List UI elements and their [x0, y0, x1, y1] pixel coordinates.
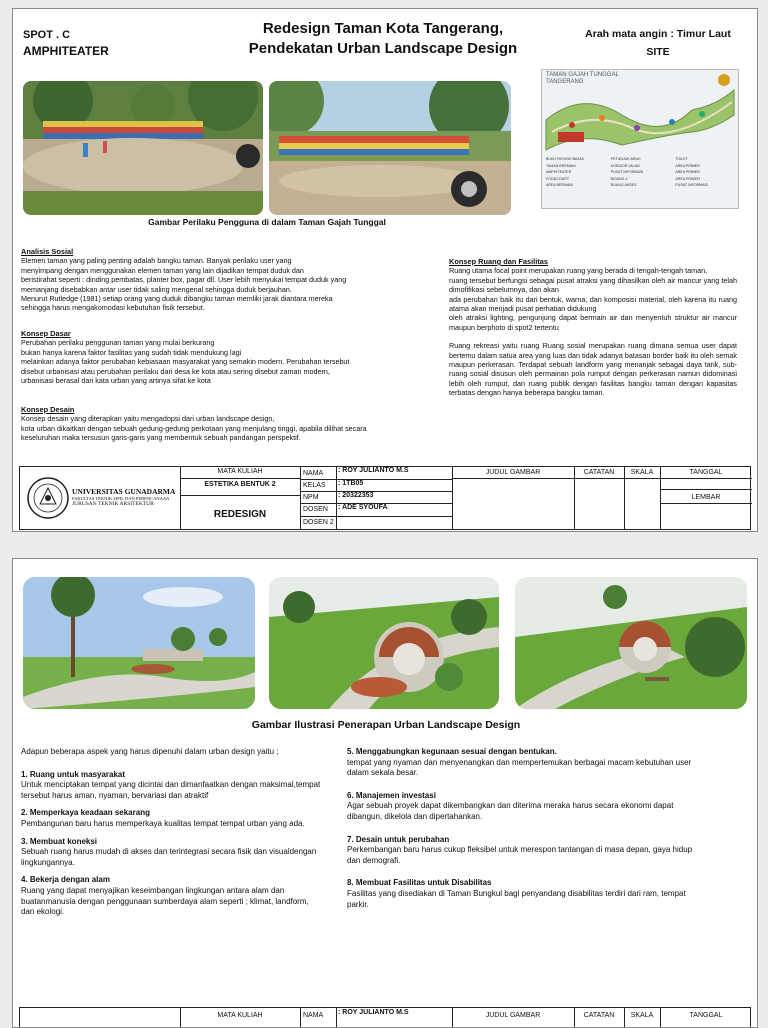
title-block — [19, 466, 751, 530]
nama-label: NAMA — [303, 470, 324, 477]
konsep-ruang-line: ruang tersebut berfungsi sebagai pusat atraksi yang dihasilkan oleh air mancur yang telah dimofifikasi sebelumnya, dan akan — [449, 275, 737, 295]
konsep-dasar-heading: Konsep Dasar — [21, 329, 71, 338]
render-3 — [515, 577, 747, 709]
catatan-label: CATATAN — [583, 469, 615, 476]
mata-kuliah-label: MATA KULIAH — [217, 468, 263, 475]
kelas-value: : 1TB05 — [338, 480, 364, 487]
dosen-2-label: DOSEN 2 : — [303, 519, 338, 526]
analisis-line: Menurut Rutledge (1981) setiap orang yang duduk dibangku taman memliki jarak diantara mereka — [21, 294, 333, 304]
tanggal-label-2: TANGGAL — [689, 1012, 723, 1019]
konsep-dasar-line: disebut urbanisasi atau perubahan perilaku dari desa ke kota atau sering disebut zaman modern, — [21, 366, 330, 376]
title-block-2 — [19, 1007, 751, 1028]
analisis-line: menyimpang dengan menggunakan elemen taman yang lain dijadikan tempat duduk dan — [21, 265, 304, 275]
aspect-item-2: 2. Memperkaya keadaan sekarang Pembangunan baru harus memperkaya kualitas tempat tempat urban yang ada. — [21, 808, 305, 828]
mata-kuliah-value: ESTETIKA BENTUK 2 — [204, 481, 276, 488]
skala-label-2: SKALA — [630, 1012, 654, 1019]
analisis-line: beristirahat seperti : dinding pembatas, planter box, pagar dll. User lebih menyukai tempat duduk yang — [21, 275, 347, 285]
university-logo-icon — [26, 476, 70, 520]
skala-label: SKALA — [630, 469, 654, 476]
site-map-title: TAMAN GAJAH TUNGGAL TANGERANG — [546, 72, 619, 85]
ruang-rekreasi-paragraph: Ruang rekreasi yaitu ruang Ruang sosial merupakan ruang dimana semua user dapat bertemu dalam satua area yang luas dan tidak adanya batasan border baik itu oleh semak maupun perkerasan. Terdapat sebuah landform yang menanjak sebagai daya tarik, sub-ruang sosial disusun oleh permainan pola rumput dengan perkerasan namun didominasi lebih oleh rumput, dan ruang publik dengan fasilitas bangku taman dengan kapasitas terbatas dengan hanya beberapa bangku taman. — [449, 341, 737, 398]
site-label: SITE — [646, 46, 670, 58]
sheet-2 — [12, 558, 758, 1028]
spot-name: AMPHITEATER — [23, 44, 109, 58]
intro-text: Adapun beberapa aspek yang harus dipenuhi dalam urban design yaitu ; — [21, 747, 279, 756]
page-title — [213, 19, 553, 59]
nama-value: : ROY JULIANTO M.S — [338, 467, 409, 474]
judul-gambar-label-2: JUDUL GAMBAR — [485, 1012, 541, 1019]
konsep-ruang-section — [449, 257, 737, 398]
orientation-text: Arah mata angin : Timur Laut — [585, 28, 731, 40]
konsep-ruang-line: Ruang utama focal point merupakan ruang yang berada di tengah-tengah taman, — [449, 266, 708, 276]
npm-value: : 20322353 — [338, 492, 374, 499]
nama-label-2: NAMA — [303, 1012, 324, 1019]
konsep-desain-line: kota urban dikaitkan dengan sebuah gedung-gedung perkotaan yang menjulang tinggi, apabila dilihat secara — [21, 423, 367, 433]
title-line-2: Pendekatan Urban Landscape Design — [248, 40, 518, 57]
judul-gambar-label: JUDUL GAMBAR — [485, 469, 541, 476]
analisis-sosial-section — [21, 247, 441, 313]
render-1 — [23, 577, 255, 709]
aspect-item-1: 1. Ruang untuk masyarakat Untuk menciptakan tempat yang dicintai dan dimanfaatkan dengan maksimal,tempat tersebut harus aman, nyaman, bervariasi dan atraktif — [21, 769, 321, 800]
konsep-ruang-heading: Konsep Ruang dan Fasilitas — [449, 257, 548, 266]
catatan-label-2: CATATAN — [583, 1012, 615, 1019]
konsep-dasar-line: urbanisasi berasal dari kata urban yang artinya sifat ke kota — [21, 376, 211, 386]
analisis-sosial-heading: Analisis Sosial — [21, 247, 74, 256]
orientation-block — [573, 25, 743, 61]
render-caption: Gambar Ilustrasi Penerapan Urban Landscape Design — [251, 719, 521, 731]
park-photo-2 — [269, 81, 511, 215]
konsep-dasar-line: bukan hanya karena faktor fasilitas yang sudah tidak mendukung lagi — [21, 347, 242, 357]
konsep-dasar-section — [21, 329, 441, 385]
spot-label-block — [23, 27, 109, 59]
konsep-ruang-line: ada perubahan baik itu dari bentuk, warna, dan komposisi material, oleh karena itu ruang atama akan menjadi pusat perhatian didukung — [449, 294, 737, 314]
faculty-name: FAKULTAS TEKNIK SIPIL DAN PERENCANAAN — [72, 496, 170, 501]
legend-col-2: PETUNJUK ARAH KORIDOR JALAN PUSAT INFORMASI BIDANG 4 RUANG AKSES — [610, 157, 644, 187]
kelas-label: KELAS — [303, 482, 326, 489]
site-map-legend — [546, 156, 734, 189]
aspects-left-column — [21, 747, 321, 918]
nama-value-2: : ROY JULIANTO M.S — [338, 1009, 409, 1016]
konsep-desain-line: Konsep desain yang diterapkan yaitu mengadopsi dari urban landscape design, — [21, 414, 275, 424]
analisis-line: memanjang disebabkan antar user tidak saling mengenal sehingga duduk berjauhan. — [21, 284, 292, 294]
konsep-desain-section — [21, 405, 451, 443]
park-photo-2-image — [269, 81, 511, 215]
photo-caption: Gambar Perilaku Pengguna di dalam Taman Gajah Tunggal — [148, 217, 386, 227]
aspect-item-7: 7. Desain untuk perubahan Perkembangan baru harus cukup fleksibel untuk merespon tantangan di masa depan, gaya hidup dan demografi. — [347, 834, 693, 865]
university-logo-area — [20, 467, 180, 529]
aspect-item-6: 6. Manajemen investasi Agar sebuah proyek dapat dikembangkan dan diterima meraka harus secara ekonomi dapat dibangun, dikelola dan dipertahankan. — [347, 790, 674, 821]
sheet-1 — [12, 8, 758, 532]
legend-col-3: TOILET AREA PRIMER AREA PRIMER AREA PRIMER PUSAT INFORMASI — [675, 157, 708, 187]
dosen-value: : ADE SYOUFA — [338, 504, 388, 511]
mata-kuliah-label-2: MATA KULIAH — [217, 1012, 263, 1019]
aspects-right-column — [347, 747, 693, 910]
park-photo-1 — [23, 81, 263, 215]
render-3-image — [515, 577, 747, 709]
aspect-item-5: 5. Menggabungkan kegunaan sesuai dengan bentukan. tempat yang nyaman dan menyenangkan dan mempertemukan berbagai macam kebutuhan user dalam sekala besar. — [347, 747, 692, 778]
konsep-dasar-line: Perubahan perilaku penggunan taman yang mulai berkurang — [21, 338, 215, 348]
department-name: JURUSAN TEKNIK ARSITEKTUR — [72, 501, 154, 507]
aspect-item-8: 8. Membuat Fasilitas untuk Disabilitas Fasilitas yang disediakan di Taman Bungkul bagi penyandang disabilitas terdiri dari ram, tempat parkir. — [347, 878, 686, 909]
konsep-ruang-line: oleh atraksi lighting, pengunjung dapat bermain air dan menyentuh struktur air mancur maupun berphoto di spot2 tertentu — [449, 313, 737, 332]
legend-col-1: BUKU PAYUNG BAJAK TAMAN BERMAIN AMPHITEATER FOODCOURT AREA BERMAIN — [546, 157, 585, 187]
park-photo-1-image — [23, 81, 263, 215]
npm-label: NPM — [303, 494, 319, 501]
analisis-line: sehingga harus mengakomodasi kebutuhan fisik tersebut. — [21, 303, 205, 313]
konsep-desain-heading: Konsep Desain — [21, 405, 75, 414]
site-map — [541, 69, 739, 209]
konsep-desain-line: keseluruhan maka tersusun garis-garis yang membentuk sebuah pandangan perspektif. — [21, 433, 301, 443]
aspect-item-4: 4. Bekerja dengan alam Ruang yang dapat menyajikan keseimbangan lingkungan antara alam dan buatanmanusia dengan penggunaan sumberdaya alam seperti ; klimat, landform, dan ekologi. — [21, 875, 309, 917]
lembar-label: LEMBAR — [691, 494, 721, 501]
title-line-1: Redesign Taman Kota Tangerang, — [262, 20, 504, 37]
university-name: UNIVERSITAS GUNADARMA — [72, 487, 176, 496]
tanggal-label: TANGGAL — [689, 469, 723, 476]
render-2 — [269, 577, 499, 709]
konsep-dasar-line: melainkan adanya faktor perubahan kebiasaan masyarakat yang semakin modern. Perubahan tersebut — [21, 357, 350, 367]
render-2-image — [269, 577, 499, 709]
redesign-label: REDESIGN — [213, 509, 267, 520]
spot-label: SPOT . C — [23, 29, 71, 41]
analisis-line: Elemen taman yang paling penting adalah bangku taman. Banyak perilaku user yang — [21, 256, 292, 266]
aspect-item-3: 3. Membuat koneksi Sebuah ruang harus mudah di akses dan terintegrasi secara fisik dan visualdengan lingkungannya. — [21, 836, 317, 867]
dosen-label: DOSEN — [303, 506, 328, 513]
render-1-image — [23, 577, 255, 709]
